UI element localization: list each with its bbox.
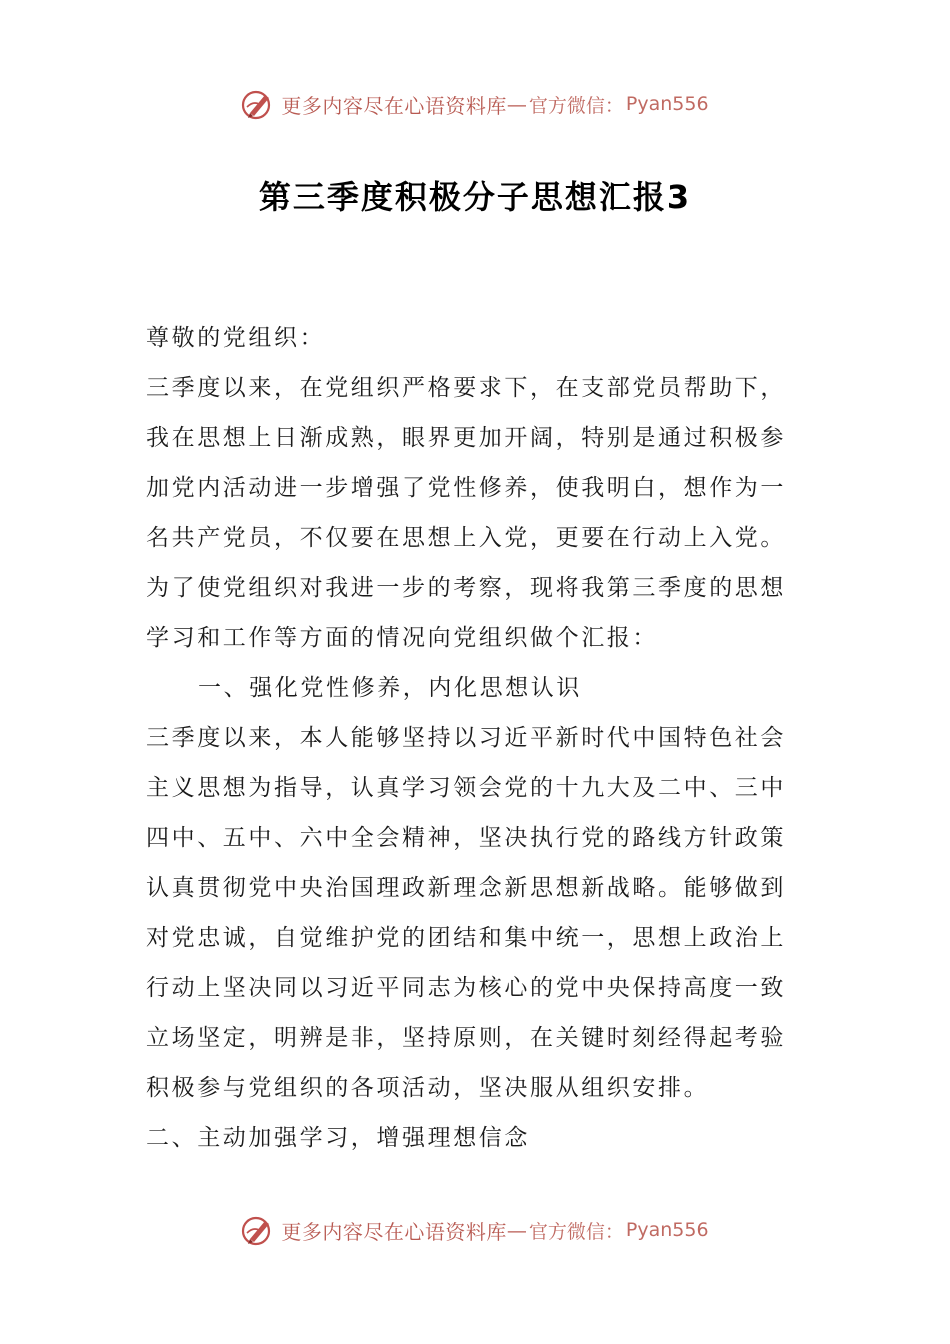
banner-text: 更多内容尽在心语资料库 — [281, 93, 507, 118]
paragraph-line: 积极参与党组织的各项活动，坚决服从组织安排。 — [146, 1075, 710, 1101]
paragraph-line: 名共产党员，不仅要在思想上入党，更要在行动上入党。 — [146, 525, 786, 551]
paragraph-line: 行动上坚决同以习近平同志为核心的党中央保持高度一致 — [146, 975, 786, 1001]
salutation-line: 尊敬的党组织： — [146, 325, 326, 351]
banner-text: 更多内容尽在心语资料库 — [281, 1219, 507, 1244]
banner-dash: — — [506, 92, 527, 116]
paragraph-line: 四中、五中、六中全会精神，坚决执行党的路线方针政策 — [146, 825, 786, 851]
header-banner — [0, 84, 950, 124]
paragraph-line: 对党忠诚，自觉维护党的团结和集中统一，思想上政治上 — [146, 925, 786, 951]
banner-wechat-id: Pyan556 — [625, 93, 709, 115]
paragraph-line: 为了使党组织对我进一步的考察，现将我第三季度的思想 — [146, 575, 786, 601]
paragraph-line: 三季度以来，本人能够坚持以习近平新时代中国特色社会 — [146, 725, 786, 751]
paragraph-line: 加党内活动进一步增强了党性修养，使我明白，想作为一 — [146, 475, 786, 501]
banner-wechat-label: 官方微信： — [528, 1220, 624, 1243]
document-body — [146, 313, 808, 1163]
banner-wechat-label: 官方微信： — [528, 94, 624, 117]
document-title: 第三季度积极分子思想汇报3 — [258, 178, 692, 216]
banner-dash: — — [506, 1218, 527, 1242]
paragraph-line: 我在思想上日渐成熟，眼界更加开阔，特别是通过积极参 — [146, 425, 786, 451]
section-heading-1: 一、强化党性修养，内化思想认识 — [198, 675, 582, 701]
paragraph-line: 主义思想为指导，认真学习领会党的十九大及二中、三中 — [146, 775, 786, 801]
paragraph-line: 学习和工作等方面的情况向党组织做个汇报： — [146, 625, 658, 651]
paragraph-line: 认真贯彻党中央治国理政新理念新思想新战略。能够做到 — [146, 875, 786, 901]
pen-logo-icon — [241, 87, 275, 121]
banner-wechat-id: Pyan556 — [625, 1219, 709, 1241]
paragraph-line: 立场坚定，明辨是非，坚持原则，在关键时刻经得起考验 — [146, 1025, 786, 1051]
pen-logo-icon — [241, 1213, 275, 1247]
footer-banner — [0, 1210, 950, 1250]
paragraph-line: 三季度以来，在党组织严格要求下，在支部党员帮助下， — [146, 375, 786, 401]
section-heading-2: 二、主动加强学习，增强理想信念 — [146, 1125, 530, 1151]
